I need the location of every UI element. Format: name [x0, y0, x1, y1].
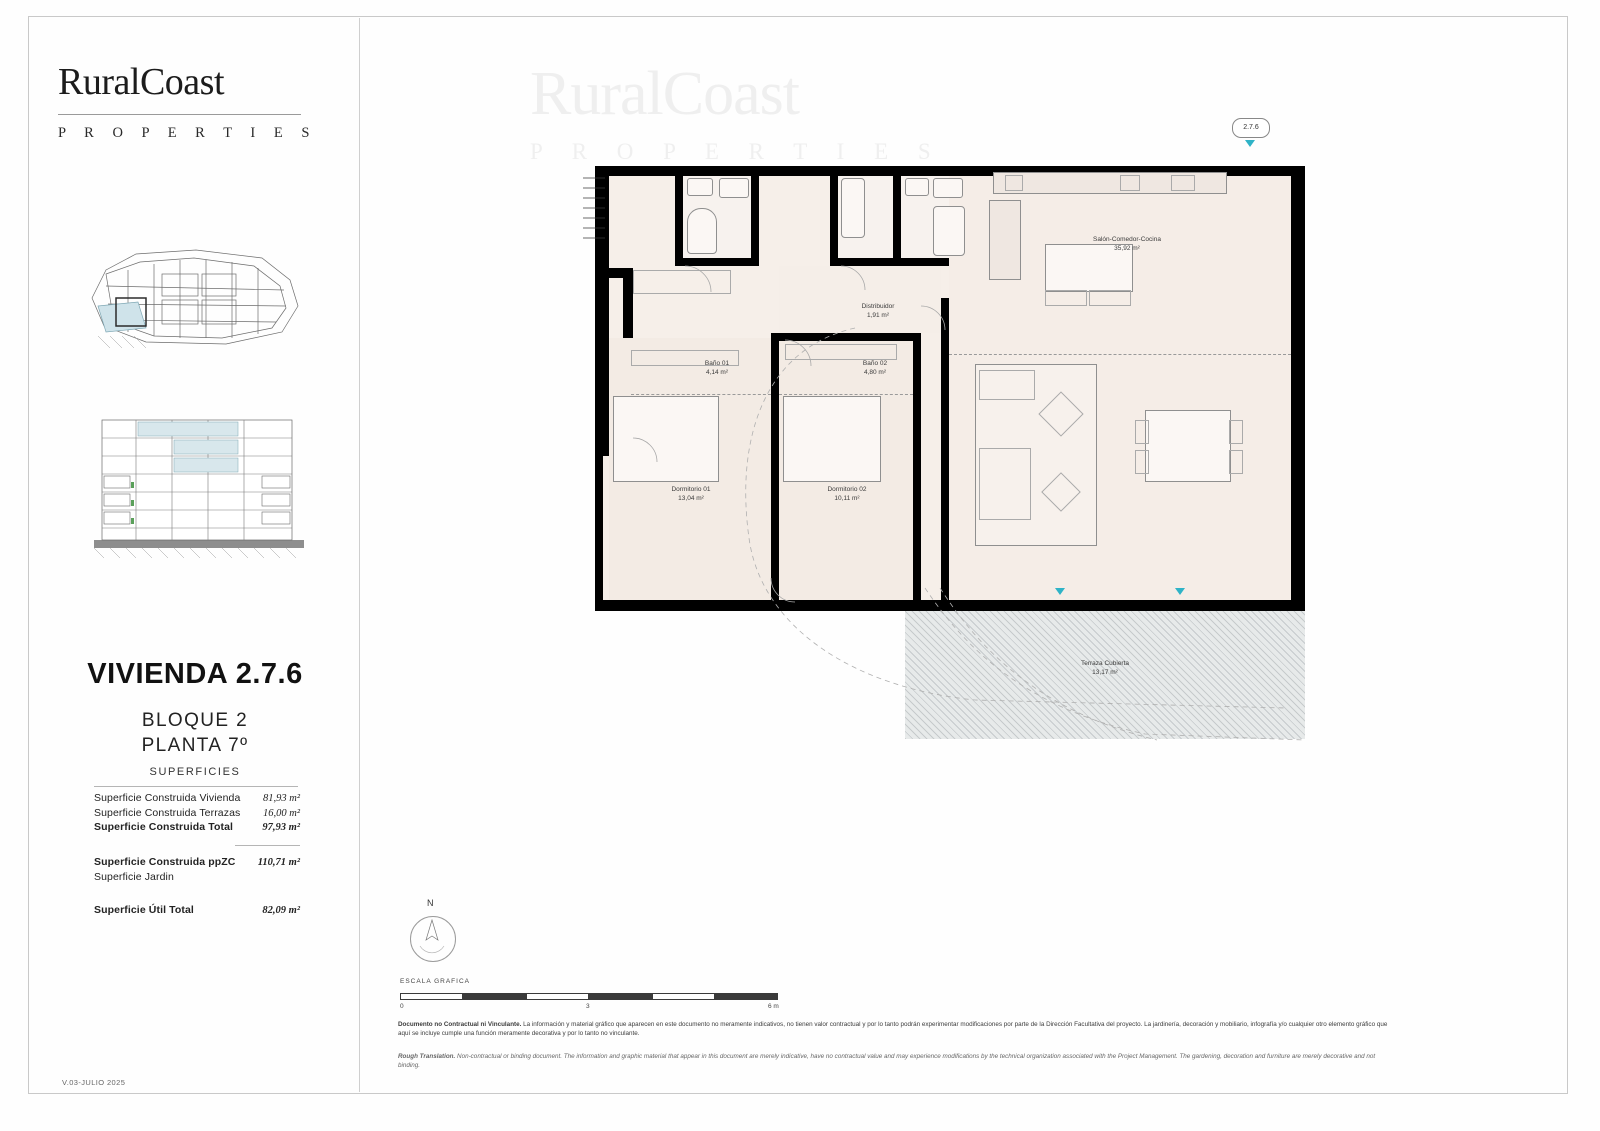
document-version: V.03-JULIO 2025 — [62, 1078, 126, 1087]
ceiling-guide-line — [949, 354, 1291, 355]
room-name: Salón-Comedor-Cocina — [1093, 236, 1161, 243]
legal-en-body: Non-contractual or binding document. The information and graphic material that appear in this document are merely indicative, have no contractual value and may experience modifications by the technical organization associated with the Project Management. The gardening, decoration and furniture are merely decorative and not binding. — [398, 1053, 1376, 1070]
compass — [400, 898, 470, 968]
room-area: 13,04 m² — [678, 494, 704, 502]
drawing-area — [380, 18, 1568, 1092]
room-label-distribuidor — [828, 303, 928, 321]
scale-title: ESCALA GRAFICA — [400, 978, 470, 985]
wall-bath1-bottom — [675, 258, 759, 266]
surface-label: Superficie Construida Terrazas — [94, 806, 241, 819]
surfaces-table — [94, 792, 300, 836]
room-name: Distribuidor — [861, 303, 895, 310]
brand-name-part1: Rural — [58, 61, 140, 103]
room-area: 4,80 m² — [863, 368, 887, 376]
toilet-icon-2 — [905, 178, 929, 196]
brand-name-part2: Coast — [139, 61, 224, 103]
table-row — [94, 904, 300, 916]
scale-segment — [400, 993, 463, 1000]
left-info-panel — [30, 18, 360, 1092]
dining-chair-2 — [1089, 290, 1131, 306]
wall-bath2-left — [830, 166, 838, 266]
wall-bed2-right — [913, 333, 921, 601]
cooktop-icon — [1171, 175, 1195, 191]
bed-01 — [613, 396, 719, 482]
room-name: Baño 02 — [862, 360, 888, 367]
table-row — [94, 807, 300, 819]
surface-value: 97,93 m² — [262, 822, 300, 833]
scale-segment — [463, 993, 526, 1000]
table-row — [94, 821, 300, 833]
window-marker-icon — [1055, 588, 1065, 595]
scale-segment — [652, 993, 715, 1000]
dining-chair — [1045, 290, 1087, 306]
room-name: Baño 01 — [704, 360, 730, 367]
terrace-chair-4 — [1229, 450, 1243, 474]
surfaces-divider — [94, 786, 298, 787]
scale-bar-block — [400, 978, 800, 1013]
room-area: 35,92 m² — [1114, 244, 1140, 252]
legal-es — [398, 1020, 1398, 1038]
scale-segment — [526, 993, 589, 1000]
watermark-subtitle: P R O P E R T I E S — [530, 139, 943, 164]
surfaces-heading: SUPERFICIES — [149, 766, 241, 778]
room-distribuidor — [779, 266, 941, 333]
sink-icon-2 — [933, 178, 963, 198]
surface-label: Superficie Construida ppZC — [94, 856, 236, 868]
surface-label: Superficie Construida Total — [94, 821, 234, 833]
surface-value: 16,00 m² — [263, 807, 300, 819]
room-name: Dormitorio 02 — [827, 486, 867, 493]
compass-needle-icon — [410, 916, 454, 960]
scale-tick: 6 m — [768, 1003, 779, 1010]
sink-kitchen-icon — [1120, 175, 1140, 191]
dimension-ticks-svg — [575, 148, 635, 268]
unit-badge: 2.7.6 — [1232, 118, 1270, 138]
scale-ticks — [400, 1003, 790, 1013]
scale-bar — [400, 993, 780, 1000]
surface-label: Superficie Construida Vivienda — [94, 792, 241, 804]
compass-north-label: N — [427, 898, 434, 908]
floor-plan — [575, 148, 1320, 788]
surface-value: 82,09 m² — [262, 905, 300, 916]
table-row — [94, 871, 300, 883]
page-title: VIVIENDA 2.7.6 — [87, 658, 303, 690]
stove-icon — [1005, 175, 1023, 191]
terrace-chair-2 — [1135, 450, 1149, 474]
brand-divider — [58, 114, 301, 115]
bed-02 — [783, 396, 881, 482]
terrace-table — [1145, 410, 1231, 482]
surfaces-table-3 — [94, 904, 300, 919]
scale-segment — [589, 993, 652, 1000]
room-area: 4,14 m² — [705, 368, 729, 376]
fridge-icon — [989, 200, 1021, 280]
floor-label: PLANTA 7º — [141, 735, 249, 756]
surface-label: Superficie Útil Total — [94, 904, 194, 916]
room-area: 13,17 m² — [1092, 668, 1118, 676]
room-label-bedroom-01 — [631, 486, 751, 504]
scale-tick: 0 — [400, 1003, 404, 1010]
room-name: Terraza Cubierta — [1080, 660, 1130, 667]
sink-icon — [719, 178, 749, 198]
closet-hall — [633, 270, 731, 294]
bathtub-icon — [841, 178, 865, 238]
wardrobe-guide-line — [631, 394, 771, 395]
shower-icon — [687, 208, 717, 254]
wall-bath1-left — [675, 166, 683, 266]
room-label-terrace — [1045, 660, 1165, 678]
table-row — [94, 792, 300, 804]
brand-name — [58, 60, 348, 104]
room-label-bath-01 — [685, 360, 749, 378]
scale-segment — [715, 993, 778, 1000]
surface-value: 110,71 m² — [257, 857, 300, 868]
block-label: BLOQUE 2 — [141, 710, 249, 731]
toilet-icon — [687, 178, 713, 196]
wall-living-left — [941, 298, 949, 603]
wall-bath2-right — [893, 166, 901, 266]
wall-bath1-right — [751, 166, 759, 266]
terrace-chair — [1135, 420, 1149, 444]
room-label-bath-02 — [843, 360, 907, 378]
wall-bed-divider — [771, 333, 779, 603]
wardrobe-02 — [785, 344, 897, 360]
room-label-living — [1047, 236, 1207, 254]
legal-disclaimer — [398, 1020, 1398, 1071]
key-plan-svg — [76, 240, 316, 360]
wall-right — [1291, 166, 1305, 611]
brand-block — [58, 60, 348, 142]
surfaces-table-2 — [94, 856, 300, 885]
elevation-thumbnail — [76, 390, 316, 570]
wardrobe-guide-line-2 — [779, 394, 913, 395]
room-area: 1,91 m² — [866, 311, 890, 319]
key-plan-thumbnail — [76, 240, 316, 360]
terrace-chair-3 — [1229, 420, 1243, 444]
window-marker-icon-2 — [1175, 588, 1185, 595]
brand-subtitle: P R O P E R T I E S — [58, 125, 317, 141]
wall-bed2-top — [771, 333, 921, 341]
surface-label: Superficie Jardin — [94, 870, 174, 883]
room-area: 10,11 m² — [834, 494, 860, 502]
legal-en-title: Rough Translation. — [398, 1053, 456, 1061]
entrance-marker-icon — [1245, 140, 1255, 147]
elevation-svg — [76, 390, 316, 570]
room-name: Dormitorio 01 — [671, 486, 711, 493]
shower-icon-2 — [933, 206, 965, 256]
watermark-name: RuralCoast — [530, 60, 799, 128]
sofa — [979, 448, 1031, 520]
wall-bottom — [595, 600, 1305, 611]
legal-es-body: La información y material gráfico que aparecen en este documento no meramente indicativos, no tienen valor contractual y por lo tanto podrán experimentar modificaciones por parte de la Dirección Facultativa del proyecto. La jardinería, decoración y mobiliario, infografía y/o cualquier otro elemento gráfico que aquí se incluye cumple una función meramente decorativa y por lo tanto no vinculante. — [398, 1021, 1388, 1038]
legal-es-title: Documento no Contractual ni Vinculante. — [398, 1021, 522, 1028]
surface-value: 81,93 m² — [263, 793, 300, 804]
legal-en — [398, 1052, 1398, 1070]
scale-tick: 3 — [586, 1003, 590, 1010]
armchair — [979, 370, 1035, 400]
room-label-bedroom-02 — [787, 486, 907, 504]
table-row — [94, 856, 300, 868]
surfaces-divider-2 — [235, 845, 300, 846]
